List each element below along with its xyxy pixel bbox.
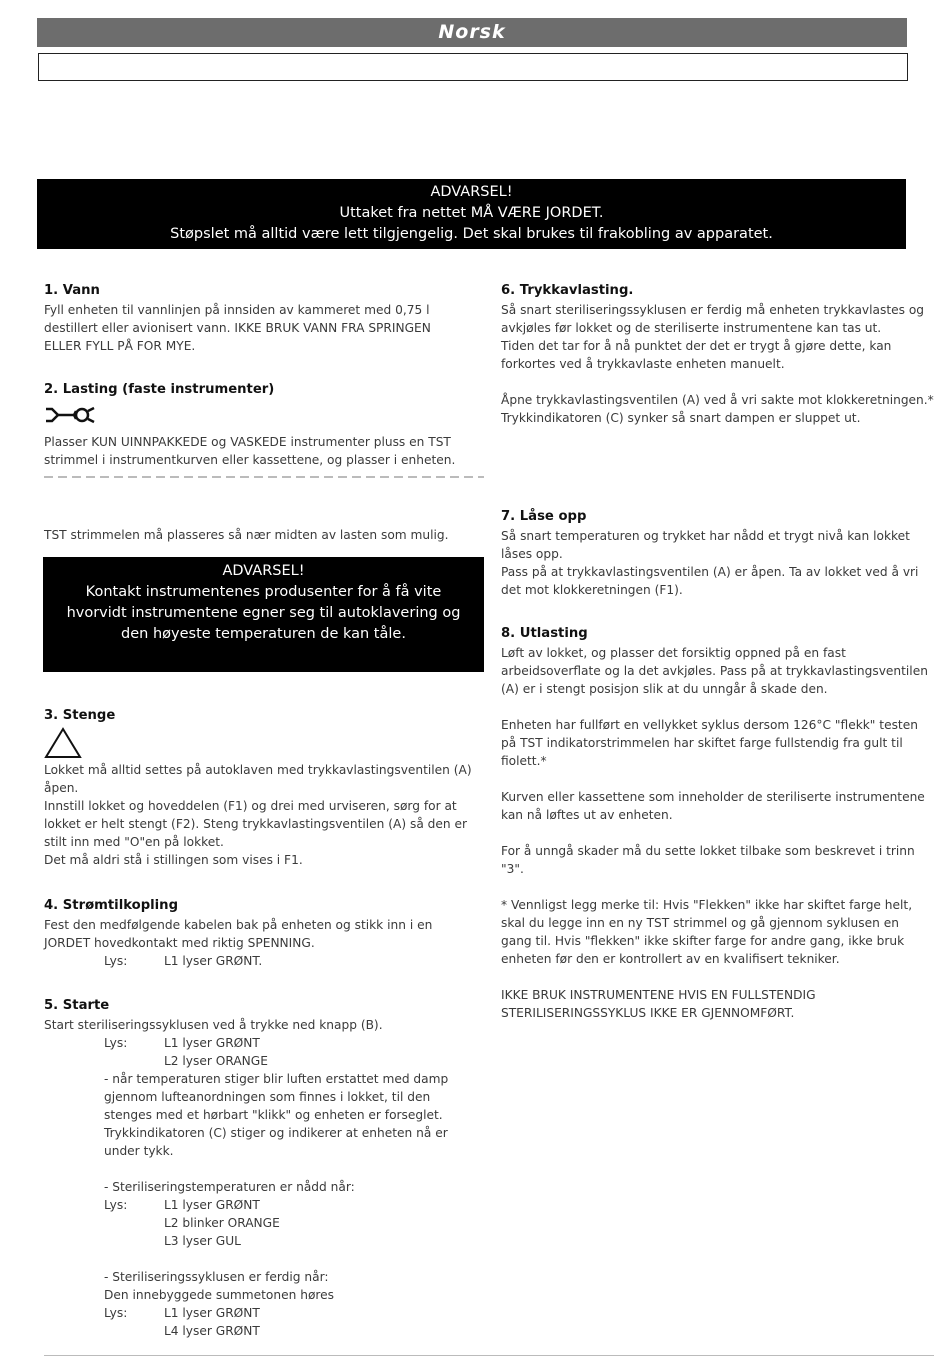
- text-line: arbeidsoverflate og la det avkjøles. Pass på at trykkavlastingsventilen: [501, 664, 928, 678]
- section-5-start: [44, 997, 484, 1340]
- lights-row: [44, 1304, 484, 1322]
- text-line: - når temperaturen stiger blir luften erstattet med damp: [104, 1072, 449, 1086]
- text-line: Løft av lokket, og plasser det forsiktig oppned på en fast: [501, 646, 846, 660]
- scissors-tools-icon: [44, 403, 96, 427]
- text-line: * Vennligst legg merke til: Hvis "Flekken" ikke har skiftet farge helt,: [501, 898, 913, 912]
- empty-frame: [38, 53, 908, 81]
- text-line: åpen.: [44, 781, 79, 795]
- text-line: Det må aldri stå i stillingen som vises i F1.: [44, 853, 303, 867]
- lights-value: L4 lyser GRØNT: [164, 1324, 260, 1338]
- text-line: Trykkindikatoren (C) synker så snart dampen er sluppet ut.: [501, 411, 861, 425]
- text-line: Lokket må alltid settes på autoklaven med trykkavlastingsventilen (A): [44, 763, 472, 777]
- text-line: låses opp.: [501, 547, 563, 561]
- lights-label: Lys:: [104, 954, 128, 968]
- lights-row: [44, 1196, 484, 1214]
- language-title: Norsk: [438, 21, 506, 43]
- lights-label: Lys:: [104, 1036, 128, 1050]
- instrument-warning-box: [43, 557, 484, 672]
- lights-value: L1 lyser GRØNT.: [164, 954, 263, 968]
- text-line: på TST indikatorstrimmelen har skiftet farge fullstendig fra gult til: [501, 736, 903, 750]
- text-line: stilt inn med "O"en på lokket.: [44, 835, 224, 849]
- text-line: TST strimmelen må plasseres så nær midten av lasten som mulig.: [44, 528, 449, 542]
- text-line: Fyll enheten til vannlinjen på innsiden av kammeret med 0,75 l: [44, 303, 430, 317]
- text-line: fiolett.*: [501, 754, 547, 768]
- lights-value: L1 lyser GRØNT: [164, 1306, 260, 1320]
- lights-value: L1 lyser GRØNT: [164, 1036, 260, 1050]
- right-column: [501, 282, 936, 1042]
- tst-note: [44, 526, 484, 544]
- text-line: Plasser KUN UINNPAKKEDE og VASKEDE instrumenter pluss en TST: [44, 435, 451, 449]
- lights-value: L3 lyser GUL: [164, 1234, 241, 1248]
- text-line: STERILISERINGSSYKLUS IKKE ER GJENNOMFØRT.: [501, 1006, 795, 1020]
- section-title: 7. Låse opp: [501, 509, 587, 524]
- lights-label: Lys:: [104, 1198, 128, 1212]
- text-line: kan nå løftes ut av enheten.: [501, 808, 673, 822]
- section-title: 4. Strømtilkopling: [44, 898, 179, 913]
- text-line: - Steriliseringstemperaturen er nådd når:: [104, 1180, 355, 1194]
- section-8-unloading: [501, 625, 936, 1022]
- text-line: Den innebyggede summetonen høres: [104, 1288, 334, 1302]
- text-line: gang til. Hvis "flekken" ikke skifter farge for andre gang, ikke bruk: [501, 934, 905, 948]
- section-4-power: [44, 897, 484, 970]
- text-line: Pass på at trykkavlastingsventilen (A) er åpen. Ta av lokket ved å vri: [501, 565, 919, 579]
- text-line: det mot klokkeretningen (F1).: [501, 583, 683, 597]
- section-7-unlock: [501, 508, 936, 599]
- lights-row: [44, 1052, 484, 1070]
- lights-row: [44, 952, 484, 970]
- main-warning-title: ADVARSEL!: [430, 184, 513, 200]
- text-line: destillert eller avionisert vann. IKKE BRUK VANN FRA SPRINGEN: [44, 321, 431, 335]
- main-warning-box: [37, 179, 906, 249]
- warning-triangle-icon: [44, 727, 82, 759]
- text-line: gjennom lufteanordningen som finnes i lokket, til den: [104, 1090, 431, 1104]
- section-title: 8. Utlasting: [501, 626, 588, 641]
- text-line: forkortes ved å trykkavlaste enheten manuelt.: [501, 357, 785, 371]
- lights-row: [44, 1232, 484, 1250]
- text-line: strimmel i instrumentkurven eller kassettene, og plasser i enheten.: [44, 453, 456, 467]
- text-line: avkjøles før lokket og de steriliserte instrumentene kan tas ut.: [501, 321, 882, 335]
- warning-line: den høyeste temperaturen de kan tåle.: [121, 626, 406, 642]
- lights-value: L2 lyser ORANGE: [164, 1054, 268, 1068]
- text-line: Kurven eller kassettene som inneholder de steriliserte instrumentene: [501, 790, 925, 804]
- main-warning-line: Uttaket fra nettet MÅ VÆRE JORDET.: [339, 205, 604, 221]
- language-title-bar: [37, 18, 907, 47]
- left-column: [44, 282, 484, 1352]
- warning-line: hvorvidt instrumentene egner seg til autoklavering og: [66, 605, 461, 621]
- text-line: - Steriliseringssyklusen er ferdig når:: [104, 1270, 329, 1284]
- section-title: 1. Vann: [44, 283, 100, 298]
- section-6-depressurize: [501, 282, 936, 427]
- lights-row: [44, 1214, 484, 1232]
- text-line: enheten før den er kontrollert av en kvalifisert tekniker.: [501, 952, 840, 966]
- lights-value: L2 blinker ORANGE: [164, 1216, 280, 1230]
- warning-title: ADVARSEL!: [222, 563, 305, 579]
- cut-text-line: [44, 476, 484, 478]
- lights-row: [44, 1034, 484, 1052]
- text-line: ELLER FYLL PÅ FOR MYE.: [44, 339, 196, 353]
- text-line: Innstill lokket og hoveddelen (F1) og drei med urviseren, sørg for at: [44, 799, 457, 813]
- section-title: 2. Lasting (faste instrumenter): [44, 382, 275, 397]
- text-line: IKKE BRUK INSTRUMENTENE HVIS EN FULLSTENDIG: [501, 988, 816, 1002]
- text-line: Enheten har fullført en vellykket syklus dersom 126°C "flekk" testen: [501, 718, 918, 732]
- section-2-loading: [44, 381, 484, 469]
- lights-row: [44, 1322, 484, 1340]
- text-line: Tiden det tar for å nå punktet der det er trygt å gjøre dette, kan: [501, 339, 892, 353]
- description-block: [44, 1268, 484, 1304]
- text-line: For å unngå skader må du sette lokket tilbake som beskrevet i trinn: [501, 844, 915, 858]
- section-1-water: [44, 282, 484, 355]
- main-warning-line: Støpslet må alltid være lett tilgjengelig. Det skal brukes til frakobling av apparatet.: [170, 226, 773, 242]
- text-line: Åpne trykkavlastingsventilen (A) ved å vri sakte mot klokkeretningen.*: [501, 393, 934, 407]
- warning-line: Kontakt instrumentenes produsenter for å få vite: [85, 584, 442, 600]
- text-line: JORDET hovedkontakt med riktig SPENNING.: [44, 936, 315, 950]
- section-3-close: [44, 707, 484, 869]
- text-line: Så snart temperaturen og trykket har nådd et trygt nivå kan lokket: [501, 529, 910, 543]
- text-line: "3".: [501, 862, 524, 876]
- footer-divider: [44, 1355, 934, 1356]
- section-title: 3. Stenge: [44, 708, 116, 723]
- text-line: under tykk.: [104, 1144, 174, 1158]
- lights-label: Lys:: [104, 1306, 128, 1320]
- text-line: lokket er helt stengt (F2). Steng trykkavlastingsventilen (A) så den er: [44, 817, 468, 831]
- text-line: Start steriliseringssyklusen ved å trykke ned knapp (B).: [44, 1018, 383, 1032]
- description-block: [44, 1070, 484, 1196]
- section-title: 5. Starte: [44, 998, 110, 1013]
- section-title: 6. Trykkavlasting.: [501, 283, 634, 298]
- lights-value: L1 lyser GRØNT: [164, 1198, 260, 1212]
- text-line: Så snart steriliseringssyklusen er ferdig må enheten trykkavlastes og: [501, 303, 925, 317]
- text-line: skal du legge inn en ny TST strimmel og gå gjennom syklusen en: [501, 916, 899, 930]
- text-line: Trykkindikatoren (C) stiger og indikerer at enheten nå er: [104, 1126, 448, 1140]
- text-line: stenges med et hørbart "klikk" og enheten er forseglet.: [104, 1108, 443, 1122]
- text-line: Fest den medfølgende kabelen bak på enheten og stikk inn i en: [44, 918, 433, 932]
- text-line: (A) er i stengt posisjon slik at du unngår å skade den.: [501, 682, 828, 696]
